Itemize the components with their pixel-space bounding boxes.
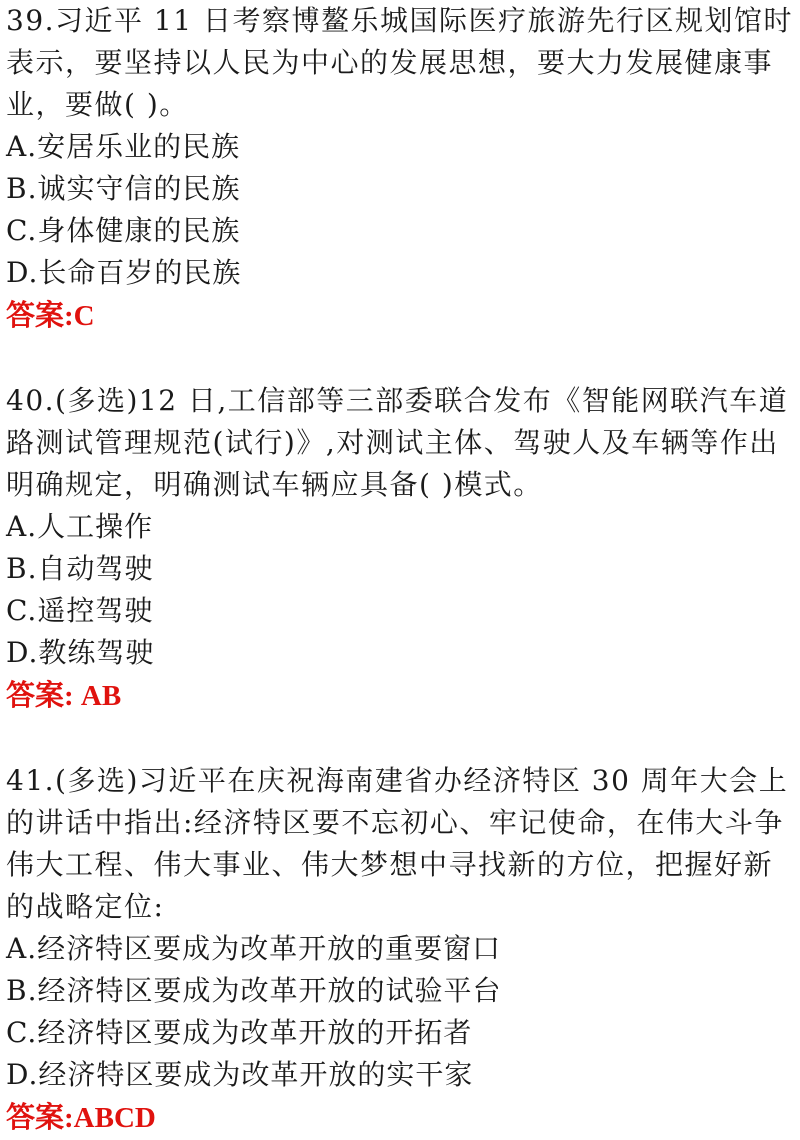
option-c: C.遥控驾驶 (6, 594, 154, 627)
option-b: B.自动驾驶 (6, 552, 154, 585)
option-list (6, 506, 796, 674)
question-39 (6, 0, 796, 338)
answer-label: 答案: (6, 300, 74, 332)
stem-line: 的战略定位: (6, 890, 165, 923)
question-stem (6, 760, 796, 928)
option-a: A.安居乐业的民族 (6, 130, 241, 163)
question-stem (6, 0, 796, 126)
answer-line (6, 294, 796, 338)
answer-value: AB (80, 680, 122, 712)
stem-line: 明确规定，明确测试车辆应具备( )模式。 (6, 468, 543, 501)
option-b: B.诚实守信的民族 (6, 172, 241, 205)
question-41 (6, 760, 796, 1140)
question-40 (6, 380, 796, 718)
option-d: D.教练驾驶 (6, 636, 155, 669)
stem-line: 业，要做( )。 (6, 88, 189, 121)
option-d: D.经济特区要成为改革开放的实干家 (6, 1058, 474, 1091)
stem-line: 的讲话中指出:经济特区要不忘初心、牢记使命，在伟大斗争 (6, 806, 784, 839)
answer-line (6, 1096, 796, 1140)
answer-value: ABCD (73, 1102, 156, 1134)
option-a: A.经济特区要成为改革开放的重要窗口 (6, 932, 502, 965)
stem-line: 40.(多选)12 日,工信部等三部委联合发布《智能网联汽车道 (6, 384, 789, 417)
answer-label: 答案: (6, 1102, 74, 1134)
stem-line: 路测试管理规范(试行)》,对测试主体、驾驶人及车辆等作出 (6, 426, 779, 459)
option-d: D.长命百岁的民族 (6, 256, 242, 289)
option-a: A.人工操作 (6, 510, 154, 543)
option-list (6, 126, 796, 294)
stem-line: 表示，要坚持以人民为中心的发展思想，要大力发展健康事 (6, 46, 774, 79)
stem-line: 39.习近平 11 日考察博鳌乐城国际医疗旅游先行区规划馆时 (6, 4, 793, 37)
answer-value: C (73, 300, 95, 332)
option-c: C.经济特区要成为改革开放的开拓者 (6, 1016, 473, 1049)
option-c: C.身体健康的民族 (6, 214, 241, 247)
option-list (6, 928, 796, 1096)
answer-line (6, 674, 796, 718)
option-b: B.经济特区要成为改革开放的试验平台 (6, 974, 502, 1007)
stem-line: 伟大工程、伟大事业、伟大梦想中寻找新的方位，把握好新 (6, 848, 774, 881)
stem-line: 41.(多选)习近平在庆祝海南建省办经济特区 30 周年大会上 (6, 764, 789, 797)
answer-label: 答案: (6, 680, 81, 712)
question-stem (6, 380, 796, 506)
